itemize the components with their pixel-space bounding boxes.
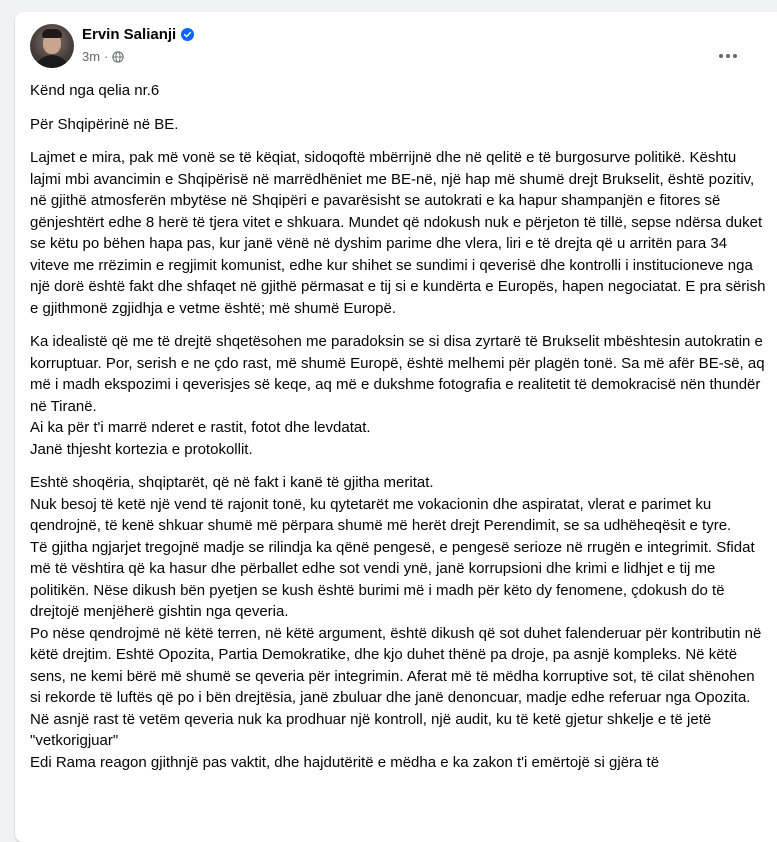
more-options-icon (733, 54, 737, 58)
post-line: Ai ka për t'i marrë nderet e rastit, fotot dhe levdatat. (30, 419, 371, 436)
verified-badge-icon (181, 28, 194, 41)
post-paragraph (30, 114, 767, 136)
post-line: Nuk besoj të ketë një vend të rajonit tonë, ku qytetarët me vokacionin dhe aspiratat, vlerat e parimet ku qendrojnë, të kenë shkuar shumë më përpara shumë më herët drejt Perendimit, se sa udhëheqësit e tyre. (30, 495, 732, 534)
post-paragraph (30, 80, 767, 102)
meta-separator: · (104, 49, 109, 64)
post-line: Për Shqipërinë në BE. (30, 115, 179, 133)
post-line: Lajmet e mira, pak më vonë se të këqiat, sidoqoftë mbërrijnë dhe në qelitë e të burgosurve politikë. Kështu lajmi mbi avancimin e Shqipërisë në marrëdhëniet me BE-në, një hap më shumë drejt Brukselit, është pozitiv, në gjithë atmosferën mbytëse në Shqipëri e pavarësisht se autokrati e ka hapur shampanjën e fitores së gënjeshtërt edhe 8 herë të tjera vitet e shkuara. Mundet që ndokush nuk e përjeton të tillë, sepse ndërsa duket se këtu po bëhen hapa pas, kur janë vënë në dyshim parime dhe vlera, liri e të drejta që u arritën para 34 viteve me rrëzimin e regjimit komunist, edhe kur shihet se sundimi i qeverisë dhe kontrolli i institucioneve nga një dorë është fakt dhe shfaqet në gjithë përmasat e tij si e kundërta e Europës, hapen negociatat. E pra sërish e gjithmonë zgjidhja e vetme është; më shumë Europë. (30, 149, 766, 317)
post-line: Po nëse qendrojmë në këtë terren, në këtë argument, është dikush që sot duhet falenderuar për kontributin në këtë drejtim. Eshtë Opozita, Partia Demokratike, dhe kjo duhet thënë pa droje, pa asnjë kompleks. Në këtë sens, ne kemi bërë më shumë se qeveria për integrimin. Aferat më të mëdha korruptive sot, të cilat shënohen si rekorde të luftës që po i bën drejtësia, janë zbuluar dhe janë denoncuar, madje edhe referuar nga Opozita. Në asnjë rast të vetëm qeveria nuk ka prodhuar një kontroll, një audit, ku të ketë gjetur shkelje e të jetë "vetkorigjuar" (30, 624, 762, 749)
post-timestamp[interactable]: 3m (82, 49, 101, 64)
post-line: Ka idealistë që me të drejtë shqetësohen me paradoksin se si disa zyrtarë të Brukselit mbështesin autokratin e korruptuar. Por, serish e ne çdo rast, më shumë Europë, është melhemi për plagën tonë. Sa më afër BE-së, aq më i madh ekspozimi i qeverisjes së keqe, aq më e dukshme fotografia e realitetit të demokracisë nën thundër në Tiranë. (30, 333, 765, 415)
post-meta (82, 49, 124, 64)
post-line: Janë thjesht kortezia e protokollit. (30, 440, 253, 458)
globe-icon[interactable] (112, 51, 124, 63)
post-paragraph (30, 147, 767, 319)
post-line: Eshtë shoqëria, shqiptarët, që në fakt i kanë të gjitha meritat. (30, 474, 434, 491)
author-avatar[interactable] (30, 24, 74, 68)
post-card (15, 12, 777, 842)
post-line: Kënd nga qelia nr.6 (30, 82, 160, 99)
more-options-button[interactable] (710, 38, 746, 74)
author-name[interactable]: Ervin Salianji (82, 26, 177, 43)
more-options-icon (726, 54, 730, 58)
post-line: Edi Rama reagon gjithnjë pas vaktit, dhe hajdutëritë e mëdha e ka zakon t'i emërtojë si gjëra të (30, 753, 660, 771)
avatar-shoulders (34, 55, 70, 68)
post-author (82, 26, 194, 43)
avatar-hair (42, 29, 62, 38)
post-paragraph (30, 472, 767, 773)
post-paragraph (30, 331, 767, 460)
post-line: Të gjitha ngjarjet tregojnë madje se rilindja ka qënë pengesë, e pengesë serioze në rrugën e integrimit. Sfidat më të vështira që ka hasur dhe përballet edhe sot vendi ynë, janë korrupsioni dhe krimi e lidhjet e tij me politikën. Nëse dikush bën pyetjen se kush është burimi më i madh për këto dy fenomene, çdokush do të drejtojë menjëherë gishtin nga qeveria. (30, 538, 755, 620)
post-body (30, 80, 767, 773)
more-options-icon (719, 54, 723, 58)
